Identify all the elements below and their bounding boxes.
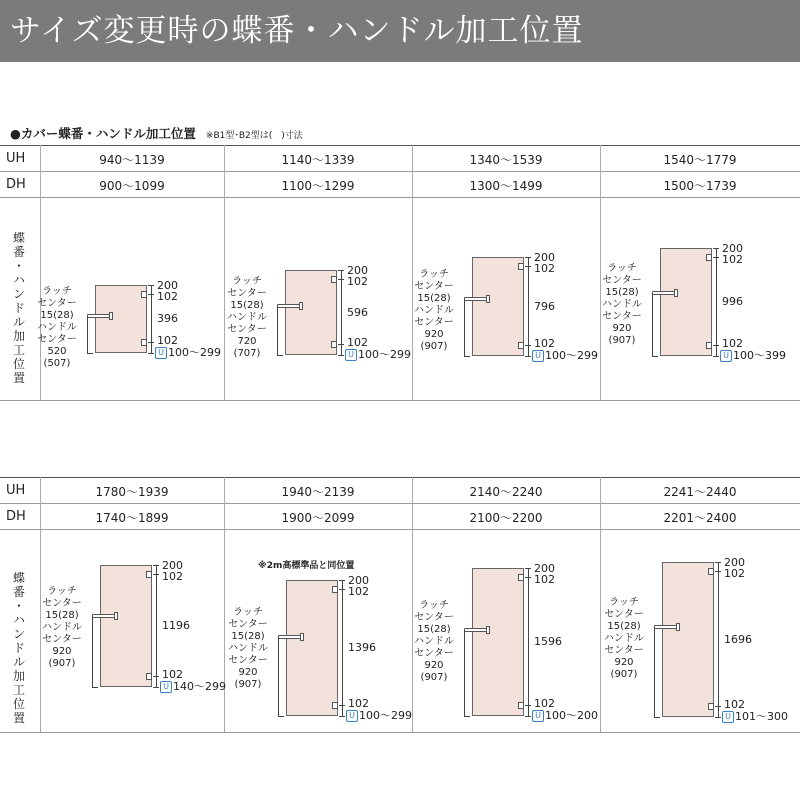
u-mark-icon: U	[720, 350, 732, 362]
vertical-label-char: 位	[12, 357, 25, 371]
u-range-text: 100～399	[733, 349, 786, 362]
dh-range: 2201～2400	[663, 511, 737, 525]
u-range-text: 100～200	[545, 709, 598, 722]
u-mark-icon: U	[346, 710, 358, 722]
handle-value: 520	[47, 346, 67, 357]
banner-title: サイズ変更時の蝶番・ハンドル加工位置	[0, 0, 800, 62]
section-heading-title: ●カバー蝶番・ハンドル加工位置	[10, 126, 196, 141]
dimension-tick	[715, 717, 721, 718]
latch-label	[406, 269, 462, 305]
latch-value: 15(28)	[230, 300, 264, 311]
handle-bracket	[464, 630, 465, 716]
dimension-tick	[525, 257, 531, 258]
handle-value: 920	[238, 667, 258, 678]
vertical-label-char: 工	[12, 343, 25, 357]
handle-center-label	[219, 312, 275, 360]
door-diagram	[472, 257, 524, 356]
handle-value-b: (907)	[420, 672, 448, 683]
dim-top: 200	[157, 279, 178, 292]
dimension-tick	[153, 687, 159, 688]
dim-top: 200	[347, 264, 368, 277]
handle-knob	[486, 295, 490, 303]
dh-label: DH	[6, 177, 26, 192]
handle-center-label	[34, 622, 90, 670]
dimension-tick	[153, 565, 159, 566]
u-range-text: 100～299	[545, 349, 598, 362]
dim-top: 200	[162, 559, 183, 572]
u-range-text: 100～299	[359, 709, 412, 722]
hinge-bottom	[332, 702, 338, 709]
hinge-top	[331, 276, 337, 283]
dim-u-range	[346, 710, 412, 722]
dim-hinge-top: 102	[162, 570, 183, 583]
handle-center-text: センター	[42, 634, 82, 645]
door-handle	[92, 614, 116, 618]
dim-hinge-bottom: 102	[534, 337, 555, 350]
handle-value: 920	[424, 660, 444, 671]
hinge-bottom	[518, 702, 524, 709]
latch-label	[596, 597, 652, 633]
handle-value-b: (907)	[234, 679, 262, 690]
handle-bracket	[92, 616, 93, 687]
door-diagram	[286, 580, 338, 716]
dimension-tick	[148, 294, 154, 295]
dim-hinge-bottom: 102	[722, 337, 743, 350]
dimension-tick	[148, 342, 154, 343]
vertical-label-char: 番	[12, 585, 25, 599]
latch-text: ラッチ	[232, 276, 262, 287]
table-bottom-rule	[0, 400, 800, 401]
dimension-tick	[713, 345, 719, 346]
handle-center-label	[596, 633, 652, 681]
hinge-bottom	[518, 342, 524, 349]
handle-bracket	[87, 316, 88, 353]
handle-center-label	[406, 636, 462, 684]
handle-text: ハンドル	[228, 643, 268, 654]
dh-range: 1500～1739	[663, 179, 737, 193]
dimension-line	[716, 248, 717, 356]
dimension-tick	[339, 716, 345, 717]
uh-range: 940～1139	[99, 153, 165, 167]
hinge-bottom	[708, 703, 714, 710]
u-range-text: 140～299	[173, 680, 226, 693]
bracket-tick	[464, 356, 470, 357]
vertical-label-char: 加	[12, 669, 25, 683]
dimension-tick	[525, 266, 531, 267]
dimension-tick	[339, 580, 345, 581]
handle-center-text: センター	[604, 645, 644, 656]
door-diagram	[100, 565, 152, 687]
handle-knob	[114, 612, 118, 620]
handle-value-b: (707)	[233, 348, 261, 359]
vertical-label-char: ド	[12, 301, 25, 315]
uh-range: 1780～1939	[95, 485, 169, 499]
latch-value: 15(28)	[40, 310, 74, 321]
handle-value: 920	[612, 323, 632, 334]
dimension-tick	[525, 716, 531, 717]
dimension-tick	[715, 571, 721, 572]
handle-text: ハンドル	[602, 299, 642, 310]
latch-center-text: センター	[42, 598, 82, 609]
vertical-label-char: 工	[12, 683, 25, 697]
door-handle	[277, 304, 301, 308]
handle-value-b: (907)	[48, 658, 76, 669]
latch-center-text: センター	[604, 609, 644, 620]
dimension-tick	[715, 562, 721, 563]
hinge-bottom	[706, 342, 712, 349]
dim-top: 200	[534, 562, 555, 575]
hinge-top	[518, 263, 524, 270]
dimension-tick	[525, 568, 531, 569]
u-mark-icon: U	[532, 350, 544, 362]
latch-label	[594, 263, 650, 299]
dim-middle: 796	[534, 299, 555, 313]
bracket-tick	[652, 356, 658, 357]
latch-text: ラッチ	[609, 597, 639, 608]
dimension-tick	[338, 344, 344, 345]
dimension-tick	[525, 577, 531, 578]
bracket-tick	[278, 716, 284, 717]
handle-bracket	[278, 637, 279, 716]
hinge-top	[708, 568, 714, 575]
latch-label	[220, 607, 276, 643]
handle-text: ハンドル	[604, 633, 644, 644]
dh-range: 1900～2099	[281, 511, 355, 525]
door-diagram	[662, 562, 714, 717]
hinge-top	[706, 254, 712, 261]
handle-center-label	[594, 299, 650, 347]
handle-knob	[300, 633, 304, 641]
dimension-tick	[338, 355, 344, 356]
vertical-label-char: 位	[12, 697, 25, 711]
dim-middle: 1396	[348, 641, 376, 654]
uh-label: UH	[6, 151, 26, 166]
u-mark-icon: U	[722, 711, 734, 723]
handle-center-label	[220, 643, 276, 691]
hinge-bottom	[331, 341, 337, 348]
uh-range: 1340～1539	[469, 153, 543, 167]
dh-range: 1740～1899	[95, 511, 169, 525]
dh-range: 2100～2200	[469, 511, 543, 525]
dim-hinge-top: 102	[157, 290, 178, 303]
handle-value-b: (507)	[43, 358, 71, 369]
handle-value: 720	[237, 336, 257, 347]
dh-row-rule	[0, 197, 800, 198]
u-mark-icon: U	[532, 710, 544, 722]
latch-text: ラッチ	[47, 586, 77, 597]
handle-center-text: センター	[602, 311, 642, 322]
vertical-label-char: ハ	[12, 273, 25, 287]
bracket-tick	[464, 716, 470, 717]
hinge-top	[332, 586, 338, 593]
latch-value: 15(28)	[417, 293, 451, 304]
dim-hinge-bottom: 102	[348, 697, 369, 710]
dim-middle: 996	[722, 295, 743, 308]
dh-range: 1100～1299	[281, 179, 355, 193]
handle-bracket	[654, 627, 655, 717]
u-range-text: 100～299	[358, 348, 411, 361]
latch-text: ラッチ	[419, 600, 449, 611]
latch-text: ラッチ	[607, 263, 637, 274]
dim-top: 200	[724, 556, 745, 569]
vertical-label-char: 置	[12, 711, 25, 725]
vertical-label-char: ･	[15, 599, 22, 613]
table-top-rule	[0, 477, 800, 478]
vertical-label-char: 加	[12, 329, 25, 343]
dim-middle: 596	[347, 305, 368, 319]
handle-knob	[109, 312, 113, 320]
dimension-tick	[525, 356, 531, 357]
vertical-label-char: ド	[12, 641, 25, 655]
u-range-text: 100～299	[168, 346, 221, 359]
handle-value-b: (907)	[610, 669, 638, 680]
latch-value: 15(28)	[231, 631, 265, 642]
door-handle	[87, 314, 111, 318]
dh-range: 1300～1499	[469, 179, 543, 193]
uh-range: 1940～2139	[281, 485, 355, 499]
dim-hinge-bottom: 102	[162, 668, 183, 681]
vertical-label-char: 番	[12, 245, 25, 259]
vertical-label	[12, 231, 26, 385]
dim-top: 200	[722, 242, 743, 255]
bracket-tick	[277, 355, 283, 356]
latch-text: ラッチ	[42, 286, 72, 297]
latch-label	[406, 600, 462, 636]
dim-middle: 1696	[724, 632, 752, 646]
bracket-tick	[87, 353, 93, 354]
latch-value: 15(28)	[417, 624, 451, 635]
dim-middle: 1596	[534, 635, 562, 648]
hinge-top	[146, 571, 152, 578]
bracket-tick	[92, 687, 98, 688]
vertical-label-char: ン	[12, 627, 25, 641]
handle-knob	[486, 626, 490, 634]
uh-range: 1540～1779	[663, 153, 737, 167]
uh-row-rule	[0, 171, 800, 172]
dimension-line	[156, 565, 157, 687]
handle-bracket	[464, 299, 465, 356]
dimension-line	[342, 580, 343, 716]
door-diagram	[472, 568, 524, 716]
dimension-tick	[713, 257, 719, 258]
door-handle	[652, 291, 676, 295]
dh-label: DH	[6, 509, 26, 524]
handle-value-b: (907)	[420, 341, 448, 352]
vertical-label-char: ン	[12, 287, 25, 301]
handle-bracket	[277, 306, 278, 355]
latch-value: 15(28)	[45, 610, 79, 621]
dim-top: 200	[534, 251, 555, 264]
vertical-label	[12, 571, 26, 725]
dim-hinge-top: 102	[722, 253, 743, 266]
vertical-label-char: ･	[15, 259, 22, 273]
dimension-tick	[525, 345, 531, 346]
latch-label	[219, 276, 275, 312]
door-handle	[654, 625, 678, 629]
latch-center-text: センター	[228, 619, 268, 630]
vertical-label-char: ル	[12, 315, 25, 329]
vertical-label-char: ル	[12, 655, 25, 669]
section-heading	[10, 124, 303, 142]
handle-knob	[299, 302, 303, 310]
dimension-tick	[715, 706, 721, 707]
uh-range: 2241～2440	[663, 485, 737, 499]
dim-u-range	[532, 350, 598, 362]
handle-text: ハンドル	[37, 322, 77, 333]
door-handle	[464, 297, 488, 301]
dimension-tick	[713, 248, 719, 249]
dim-u-range	[720, 350, 786, 362]
handle-text: ハンドル	[42, 622, 82, 633]
handle-bracket	[652, 293, 653, 356]
handle-center-label	[406, 305, 462, 353]
dimension-tick	[153, 574, 159, 575]
handle-knob	[674, 289, 678, 297]
door-handle	[464, 628, 488, 632]
dimension-tick	[148, 353, 154, 354]
hinge-bottom	[141, 339, 147, 346]
dim-u-range	[155, 347, 221, 359]
u-mark-icon: U	[155, 347, 167, 359]
section-heading-note: ※B1型･B2型は( )寸法	[205, 131, 303, 141]
door-handle	[278, 635, 302, 639]
dim-u-range	[345, 349, 411, 361]
dh-row-rule	[0, 529, 800, 530]
latch-value: 15(28)	[605, 287, 639, 298]
table-bottom-rule	[0, 732, 800, 733]
dim-hinge-bottom: 102	[534, 697, 555, 710]
u-mark-icon: U	[345, 349, 357, 361]
uh-label: UH	[6, 483, 26, 498]
latch-center-text: センター	[414, 281, 454, 292]
dim-hinge-top: 102	[534, 262, 555, 275]
handle-text: ハンドル	[414, 636, 454, 647]
dim-top: 200	[348, 574, 369, 587]
latch-label	[29, 286, 85, 322]
dim-u-range	[532, 710, 598, 722]
uh-range: 1140～1339	[281, 153, 355, 167]
handle-text: ハンドル	[227, 312, 267, 323]
dh-range: 900～1099	[99, 179, 165, 193]
dimension-tick	[153, 676, 159, 677]
hinge-top	[141, 291, 147, 298]
handle-text: ハンドル	[414, 305, 454, 316]
dimension-tick	[525, 705, 531, 706]
dimension-tick	[338, 270, 344, 271]
dim-hinge-bottom: 102	[347, 336, 368, 349]
u-mark-icon: U	[160, 681, 172, 693]
dimension-tick	[339, 589, 345, 590]
dimension-line	[341, 270, 342, 355]
vertical-label-char: 置	[12, 371, 25, 385]
hinge-top	[518, 574, 524, 581]
vertical-label-char: ハ	[12, 613, 25, 627]
handle-center-text: センター	[228, 655, 268, 666]
handle-center-text: センター	[37, 334, 77, 345]
dim-middle: 396	[157, 312, 178, 325]
dimension-tick	[339, 705, 345, 706]
dim-middle: 1196	[162, 619, 190, 632]
dim-hinge-bottom: 102	[724, 698, 745, 711]
dim-hinge-top: 102	[534, 573, 555, 586]
latch-center-text: センター	[227, 288, 267, 299]
latch-label	[34, 586, 90, 622]
handle-center-text: センター	[414, 648, 454, 659]
dim-hinge-bottom: 102	[157, 334, 178, 347]
handle-value: 920	[424, 329, 444, 340]
dimension-tick	[713, 356, 719, 357]
vertical-label-char: 蝶	[12, 571, 25, 585]
door-diagram	[660, 248, 712, 356]
vertical-label-char: 蝶	[12, 231, 25, 245]
dim-u-range	[722, 711, 788, 723]
hinge-bottom	[146, 673, 152, 680]
bracket-tick	[654, 717, 660, 718]
latch-text: ラッチ	[419, 269, 449, 280]
u-range-text: 101～300	[735, 710, 788, 723]
dimension-line	[528, 257, 529, 356]
latch-center-text: センター	[37, 298, 77, 309]
handle-value: 920	[614, 657, 634, 668]
column-note: ※2m高標準品と同位置	[258, 561, 355, 571]
dimension-tick	[338, 279, 344, 280]
latch-center-text: センター	[602, 275, 642, 286]
table-top-rule	[0, 145, 800, 146]
handle-center-text: センター	[414, 317, 454, 328]
handle-knob	[676, 623, 680, 631]
handle-value-b: (907)	[608, 335, 636, 346]
dimension-tick	[148, 285, 154, 286]
uh-range: 2140～2240	[469, 485, 543, 499]
dim-u-range	[160, 681, 226, 693]
dimension-line	[528, 568, 529, 716]
dimension-line	[718, 562, 719, 717]
latch-center-text: センター	[414, 612, 454, 623]
door-diagram	[285, 270, 337, 355]
dim-hinge-top: 102	[348, 585, 369, 598]
dim-hinge-top: 102	[347, 275, 368, 288]
handle-center-text: センター	[227, 324, 267, 335]
door-diagram	[95, 285, 147, 353]
handle-center-label	[29, 322, 85, 370]
uh-row-rule	[0, 503, 800, 504]
latch-text: ラッチ	[233, 607, 263, 618]
latch-value: 15(28)	[607, 621, 641, 632]
handle-value: 920	[52, 646, 72, 657]
dim-hinge-top: 102	[724, 567, 745, 580]
